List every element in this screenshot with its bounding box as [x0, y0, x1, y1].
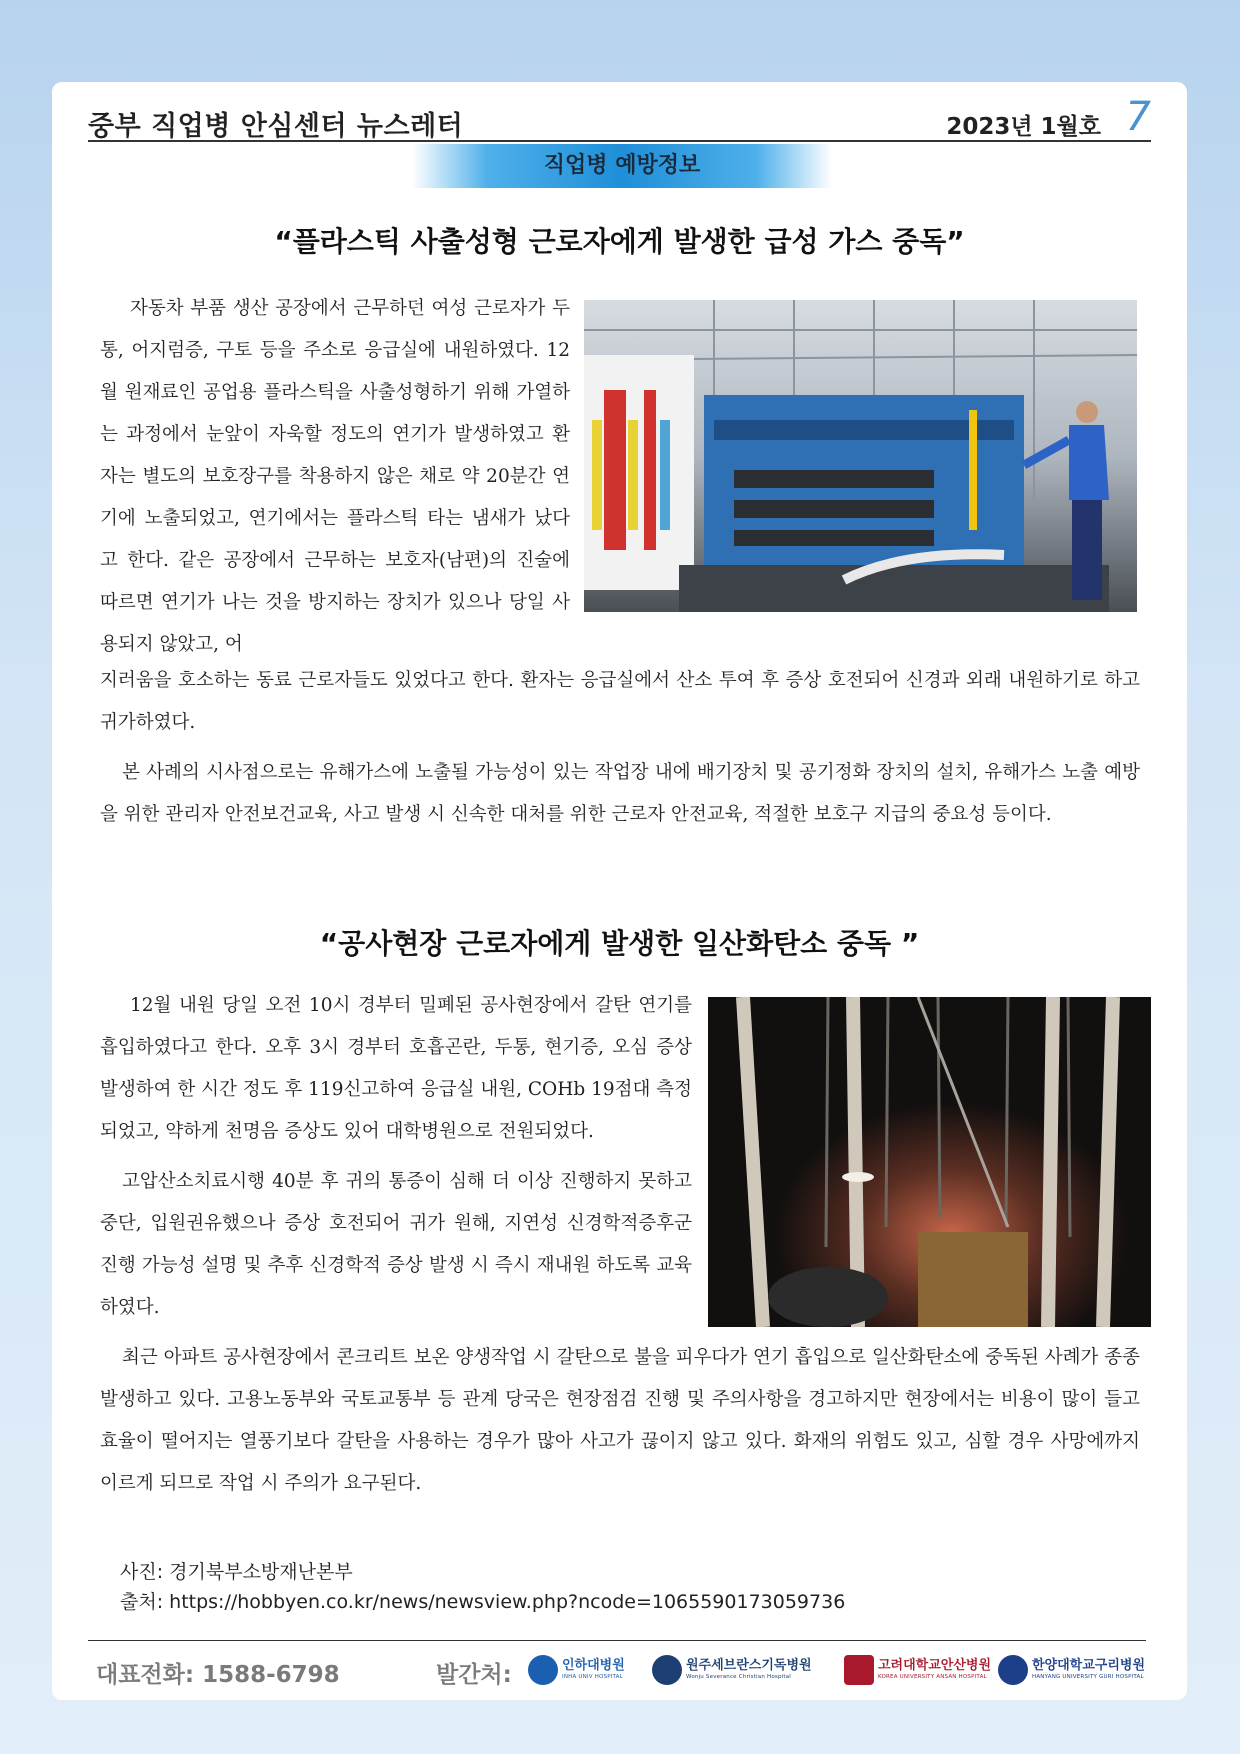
- page-number: 7: [1125, 94, 1151, 140]
- source-link[interactable]: 출처: https://hobbyen.co.kr/news/newsview.php?ncode=1065590173059736: [120, 1591, 846, 1613]
- factory-photo-image: [584, 300, 1137, 612]
- article1-paragraph-2: 본 사례의 시사점으로는 유해가스에 노출될 가능성이 있는 작업장 내에 배기장치 및 공기정화 장치의 설치, 유해가스 노출 예방을 위한 관리자 안전보건교육, 사고 발생 시 신속한 대처를 위한 근로자 안전교육, 적절한 보호구 지급의 중요성 등이다.: [100, 762, 1140, 825]
- section-banner: 직업병 예방정보: [412, 144, 832, 188]
- inha-hospital-logo: [528, 1652, 625, 1688]
- korea-logo-icon: [844, 1655, 874, 1685]
- page-header: [88, 94, 1151, 142]
- publisher-label: 발간처:: [436, 1662, 512, 1688]
- phone-number: 대표전화: 1588-6798: [96, 1662, 340, 1688]
- footer-divider: [88, 1640, 1146, 1641]
- wonju-severance-logo: [652, 1652, 812, 1688]
- photo-credit: 사진: 경기북부소방재난본부: [120, 1561, 353, 1583]
- korea-logo-en: KOREA UNIVERSITY ANSAN HOSPITAL: [878, 1674, 987, 1681]
- hanyang-guri-logo: [998, 1652, 1145, 1688]
- construction-photo: [708, 997, 1151, 1327]
- article1-title: “플라스틱 사출성형 근로자에게 발생한 급성 가스 중독”: [274, 225, 965, 258]
- hanyang-logo-kr: 한양대학교구리병원: [1032, 1658, 1146, 1674]
- factory-photo: [584, 300, 1137, 612]
- wonju-logo-kr: 원주세브란스기독병원: [686, 1658, 812, 1674]
- newsletter-page: [52, 82, 1187, 1700]
- wonju-logo-en: Wonju Severance Christian Hospital: [686, 1674, 792, 1681]
- inha-logo-en: INHA UNIV HOSPITAL: [562, 1674, 623, 1681]
- article2-title: “공사현장 근로자에게 발생한 일산화탄소 중독 ”: [319, 927, 920, 960]
- newsletter-title: 중부 직업병 안심센터 뉴스레터: [88, 111, 464, 142]
- korea-logo-kr: 고려대학교안산병원: [878, 1658, 992, 1674]
- page-footer: [96, 1650, 1151, 1690]
- korea-univ-ansan-logo: [844, 1652, 991, 1688]
- hanyang-logo-en: HANYANG UNIVERSITY GURI HOSPITAL: [1032, 1674, 1144, 1681]
- wonju-logo-icon: [652, 1655, 682, 1685]
- inha-logo-icon: [528, 1655, 558, 1685]
- article2-paragraph-1: 12월 내원 당일 오전 10시 경부터 밀폐된 공사현장에서 갈탄 연기를 흡입하였다고 한다. 오후 3시 경부터 호흡곤란, 두통, 현기증, 오심 증상 발생하여 한 시간 정도 후 119신고하여 응급실 내원, COHb 19점대 측정되었고, 약하게 천명음 증상도 있어 대학병원으로 전원되었다.: [100, 995, 692, 1142]
- article2-paragraph-2: 고압산소치료시행 40분 후 귀의 통증이 심해 더 이상 진행하지 못하고 중단, 입원권유했으나 증상 호전되어 귀가 원해, 지연성 신경학적증후군 진행 가능성 설명 및 추후 신경학적 증상 발생 시 즉시 재내원 하도록 교육하였다.: [100, 1171, 692, 1318]
- article1-paragraph-1-cont: 지러움을 호소하는 동료 근로자들도 있었다고 한다. 환자는 응급실에서 산소 투여 후 증상 호전되어 신경과 외래 내원하기로 하고 귀가하였다.: [100, 670, 1140, 733]
- article1-paragraph-1: 자동차 부품 생산 공장에서 근무하던 여성 근로자가 두통, 어지럼증, 구토 등을 주소로 응급실에 내원하였다. 12월 원재료인 공업용 플라스틱을 사출성형하기 위해 가열하는 과정에서 눈앞이 자욱할 정도의 연기가 발생하였고 환자는 별도의 보호장구를 착용하지 않은 채로 약 20분간 연기에 노출되었고, 연기에서는 플라스틱 타는 냄새가 났다고 한다. 같은 공장에서 근무하는 보호자(남편)의 진술에 따르면 연기가 나는 것을 방지하는 장치가 있으나 당일 사용되지 않았고, 어: [100, 298, 570, 655]
- construction-photo-image: [708, 997, 1151, 1327]
- issue-label: 2023년 1월호: [946, 114, 1101, 140]
- inha-logo-kr: 인하대병원: [562, 1658, 625, 1674]
- hanyang-logo-icon: [998, 1655, 1028, 1685]
- article2-paragraph-3: 최근 아파트 공사현장에서 콘크리트 보온 양생작업 시 갈탄으로 불을 피우다가 연기 흡입으로 일산화탄소에 중독된 사례가 종종 발생하고 있다. 고용노동부와 국토교통부 등 관계 당국은 현장점검 진행 및 주의사항을 경고하지만 현장에서는 비용이 많이 들고 효율이 떨어지는 열풍기보다 갈탄을 사용하는 경우가 많아 사고가 끊이지 않고 있다. 화재의 위험도 있고, 심할 경우 사망에까지 이르게 되므로 작업 시 주의가 요구된다.: [100, 1347, 1140, 1494]
